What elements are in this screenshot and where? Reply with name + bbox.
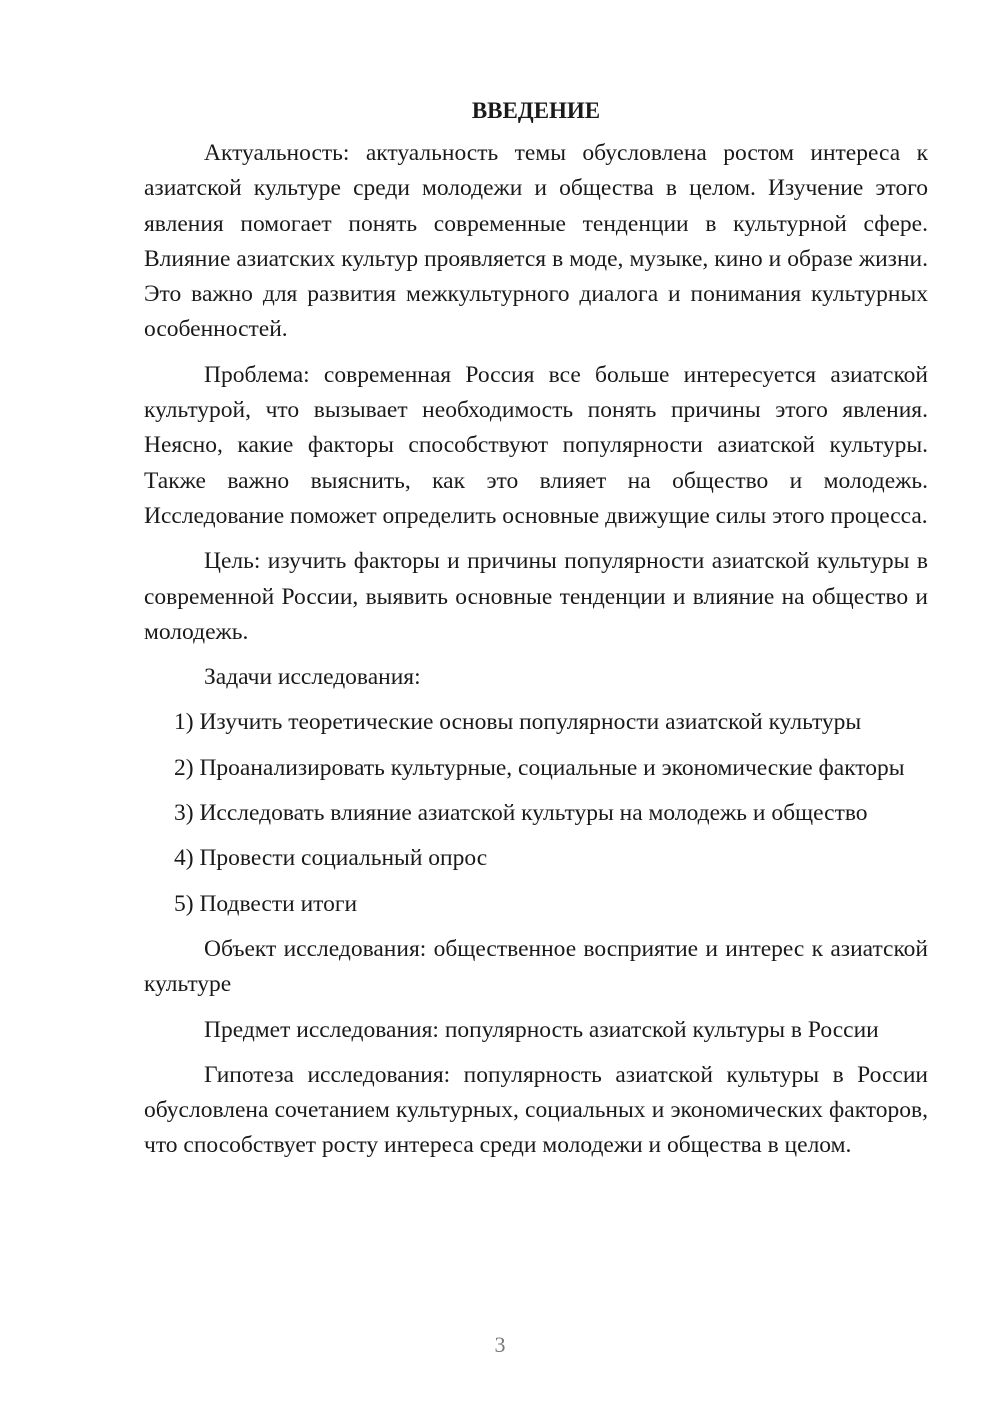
tasks-list [144,705,928,921]
tasks-heading: Задачи исследования: [204,664,421,691]
goal-paragraph: Цель: изучить факторы и причины популярности азиатской культуры в современной России, выявить основные тенденции и влияние на общество и молодежь. [144,548,928,645]
problem-paragraph: Проблема: современная Россия все больше интересуется азиатской культурой, что вызывает необходимость понять причины этого явления. Неясно, какие факторы способствуют популярности азиатской культуры. Также важно выяснить, как это влияет на общество и молодежь. Исследование поможет определить основные движущие силы этого процесса. [144,361,928,529]
task-item: 5) Подвести итоги [174,890,358,917]
task-item: 4) Провести социальный опрос [174,845,488,872]
relevance-paragraph: Актуальность: актуальность темы обусловлена ростом интереса к азиатской культуре среди молодежи и общества в целом. Изучение этого явления помогает понять современные тенденции в культурной сфере. Влияние азиатских культур проявляется в моде, музыке, кино и образе жизни. Это важно для развития межкультурного диалога и понимания культурных особенностей. [144,140,928,343]
page-content [144,96,928,1174]
hypothesis-paragraph: Гипотеза исследования: популярность азиатской культуры в России обусловлена сочетанием культурных, социальных и экономических факторов, что способствует росту интереса среди молодежи и общества в целом. [144,1061,928,1159]
task-item: 3) Исследовать влияние азиатской культуры на молодежь и общество [174,800,868,827]
subject-paragraph: Предмет исследования: популярность азиатской культуры в России [204,1016,879,1043]
page-number: 3 [494,1332,506,1357]
section-title: ВВЕДЕНИЕ [471,98,601,123]
task-item: 2) Проанализировать культурные, социальные и экономические факторы [174,754,905,781]
object-paragraph: Объект исследования: общественное восприятие и интерес к азиатской культуре [144,935,928,998]
task-item: 1) Изучить теоретические основы популярности азиатской культуры [174,709,862,736]
